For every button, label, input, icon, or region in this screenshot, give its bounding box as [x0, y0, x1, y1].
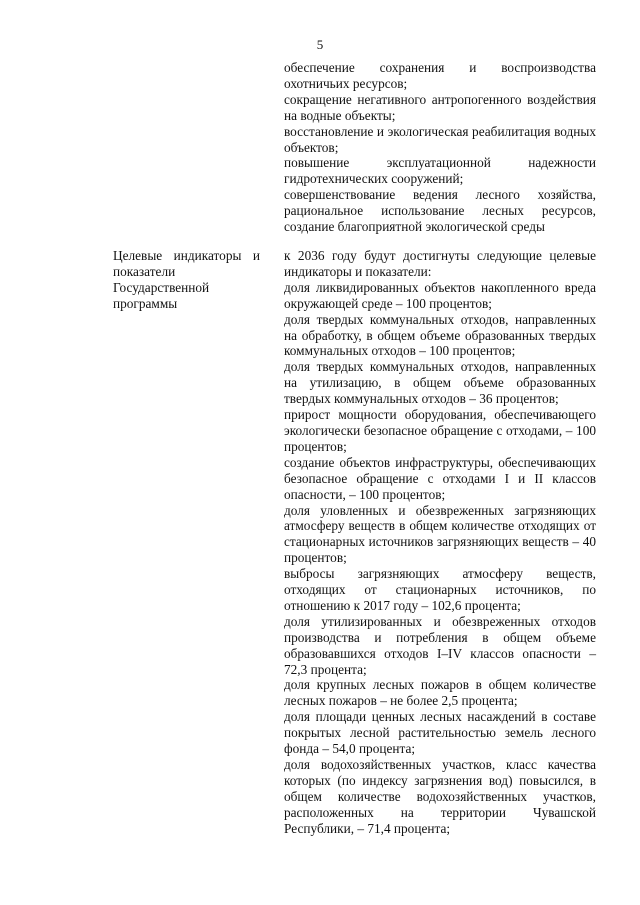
indicator-item: к 2036 году будут достигнуты следующие целевые индикаторы и показатели: [284, 248, 596, 279]
indicator-item: доля утилизированных и обезвреженных отходов производства и потребления в общем объеме образовавшихся отходов I–IV классов опасности – 72,3 процента; [284, 613, 596, 677]
indicator-item: доля уловленных и обезвреженных загрязняющих атмосферу веществ в общем количестве отходящих от стационарных источников загрязняющих веществ – 40 процентов; [284, 502, 596, 566]
page-number: 5 [316, 37, 324, 52]
indicator-item: выбросы загрязняющих атмосферу веществ, отходящих от стационарных источников, по отношению к 2017 году – 102,6 процента; [284, 566, 596, 613]
indicator-item: доля крупных лесных пожаров в общем количестве лесных пожаров – не более 2,5 процента; [284, 677, 596, 709]
goal-item: восстановление и экологическая реабилитация водных объектов; [284, 123, 596, 155]
goal-item: совершенствование ведения лесного хозяйства, рациональное использование лесных ресурсов, создание благоприятной экологической среды [284, 187, 596, 235]
indicator-item: прирост мощности оборудования, обеспечивающего экологически безопасное обращение с отходами, – 100 процентов; [284, 407, 596, 454]
indicator-item: доля твердых коммунальных отходов, направленных на обработку, в общем объеме образованных твердых коммунальных отходов – 100 процентов; [284, 311, 596, 359]
indicator-item: доля площади ценных лесных насаждений в составе покрытых лесной растительностью земель лесного фонда – 54,0 процента; [284, 709, 596, 757]
indicator-item: создание объектов инфраструктуры, обеспечивающих безопасное обращение с отходами I и II классов опасности, – 100 процентов; [284, 454, 596, 502]
goal-item: повышение эксплуатационной надежности гидротехнических сооружений; [284, 155, 596, 187]
indicators-list [284, 248, 596, 837]
indicator-item: доля водохозяйственных участков, класс качества которых (по индексу загрязнения вод) повысился, в общем количестве водохозяйственных участков, расположенных на территории Чувашской Республики, – 71,4 процента; [284, 757, 596, 836]
goal-item: сокращение негативного антропогенного воздействия на водные объекты; [284, 91, 596, 123]
program-goals-list [284, 60, 596, 235]
indicator-item: доля ликвидированных объектов накопленного вреда окружающей среде – 100 процентов; [284, 279, 596, 311]
goal-item: обеспечение сохранения и воспроизводства охотничьих ресурсов; [284, 60, 596, 91]
indicator-item: доля твердых коммунальных отходов, направленных на утилизацию, в общем объеме образованных твердых коммунальных отходов – 36 процентов; [284, 359, 596, 407]
indicators-section-label: Целевые индикаторы и показатели Государственной программы [113, 248, 260, 311]
